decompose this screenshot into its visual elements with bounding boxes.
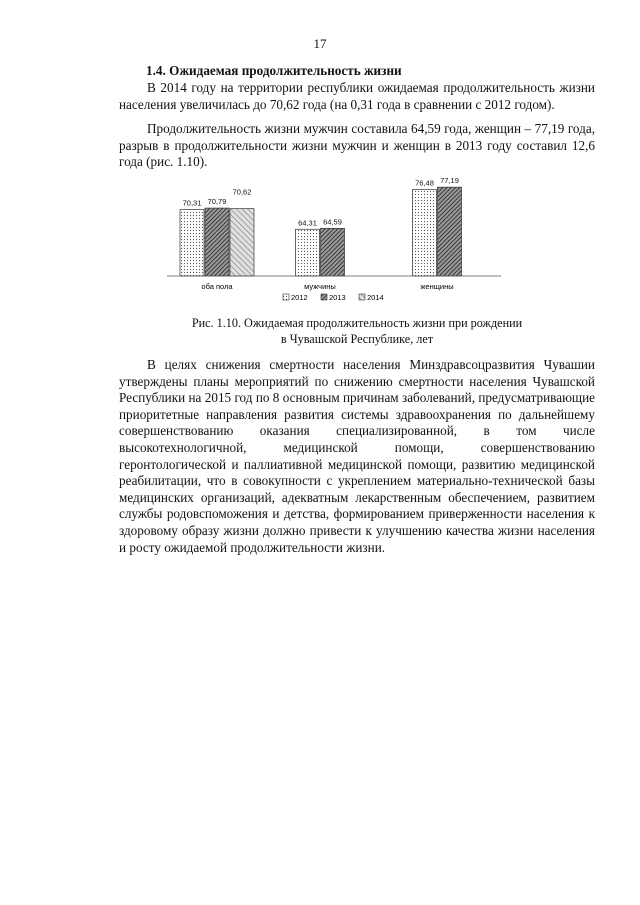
caption-line-2: в Чувашской Республике, лет — [280, 331, 434, 346]
legend-swatch-2012 — [283, 294, 289, 300]
bar-2013-2 — [438, 187, 462, 276]
bar-2013-0 — [205, 208, 229, 276]
caption-line-1: Рис. 1.10. Ожидаемая продолжительность жизни при рождении — [191, 316, 523, 330]
legend-label: 2012 — [291, 293, 308, 302]
category-label: мужчины — [304, 282, 336, 291]
legend-swatch-2013 — [321, 294, 327, 300]
legend-label: 2013 — [329, 293, 346, 302]
data-label: 70,62 — [232, 187, 252, 197]
chart-category-labels — [201, 282, 453, 291]
data-label: 76,48 — [415, 178, 434, 188]
bar-2014-0 — [230, 209, 254, 276]
chart-svg — [165, 172, 505, 312]
page-number: 17 — [313, 36, 327, 51]
body-paragraph-block — [119, 357, 595, 556]
bar-2012-0 — [180, 210, 204, 276]
data-label: 70,79 — [207, 197, 227, 207]
bar-2012-1 — [296, 229, 320, 276]
legend-swatch-2014 — [359, 294, 365, 300]
section-heading: 1.4. Ожидаемая продолжительность жизни — [146, 63, 402, 78]
chart-legend — [283, 293, 384, 302]
bar-2012-2 — [413, 189, 437, 276]
data-label: 77,19 — [440, 176, 459, 186]
paragraph-1: В 2014 году на территории республики ожидаемая продолжительность жизни населения увеличилась до 70,62 года (на 0,31 года в сравнении с 2012 годом). — [119, 80, 595, 112]
category-label: женщины — [420, 282, 454, 291]
bar-2013-1 — [321, 228, 345, 276]
paragraph-3: В целях снижения смертности населения Минздравсоцразвития Чувашии утверждены планы мероприятий по снижению смертности населения Чувашской Республики на 2015 год по 8 основным причинам заболеваний, предусматривающие приоритетные направления развития системы здравоохранения по дальнейшему совершенствованию оказания специализированной, в том числе высокотехнологичной, медицинской помощи, совершенствованию геронтологической и паллиативной медицинской помощи, развитию медицинской реабилитации, что в совокупности с укреплением материально-технической базы медицинских организаций, адекватным лекарственным обеспечением, развитием службы родовспоможения и детства, формированием приверженности населения к здоровому образу жизни должно привести к улучшению качества жизни населения и росту ожидаемой продолжительности жизни. — [119, 357, 595, 555]
paragraph-2: Продолжительность жизни мужчин составила 64,59 года, женщин – 77,19 года, разрыв в продолжительности жизни мужчин и женщин в 2013 году составил 12,6 года (рис. 1.10). — [119, 121, 595, 170]
data-label: 64,59 — [323, 217, 342, 227]
figure-caption — [119, 316, 595, 347]
data-label: 70,31 — [182, 198, 202, 208]
intro-paragraphs — [119, 80, 595, 171]
life-expectancy-chart — [165, 172, 505, 312]
data-label: 64,31 — [298, 218, 317, 228]
legend-label: 2014 — [367, 293, 384, 302]
category-label: оба пола — [201, 282, 233, 291]
